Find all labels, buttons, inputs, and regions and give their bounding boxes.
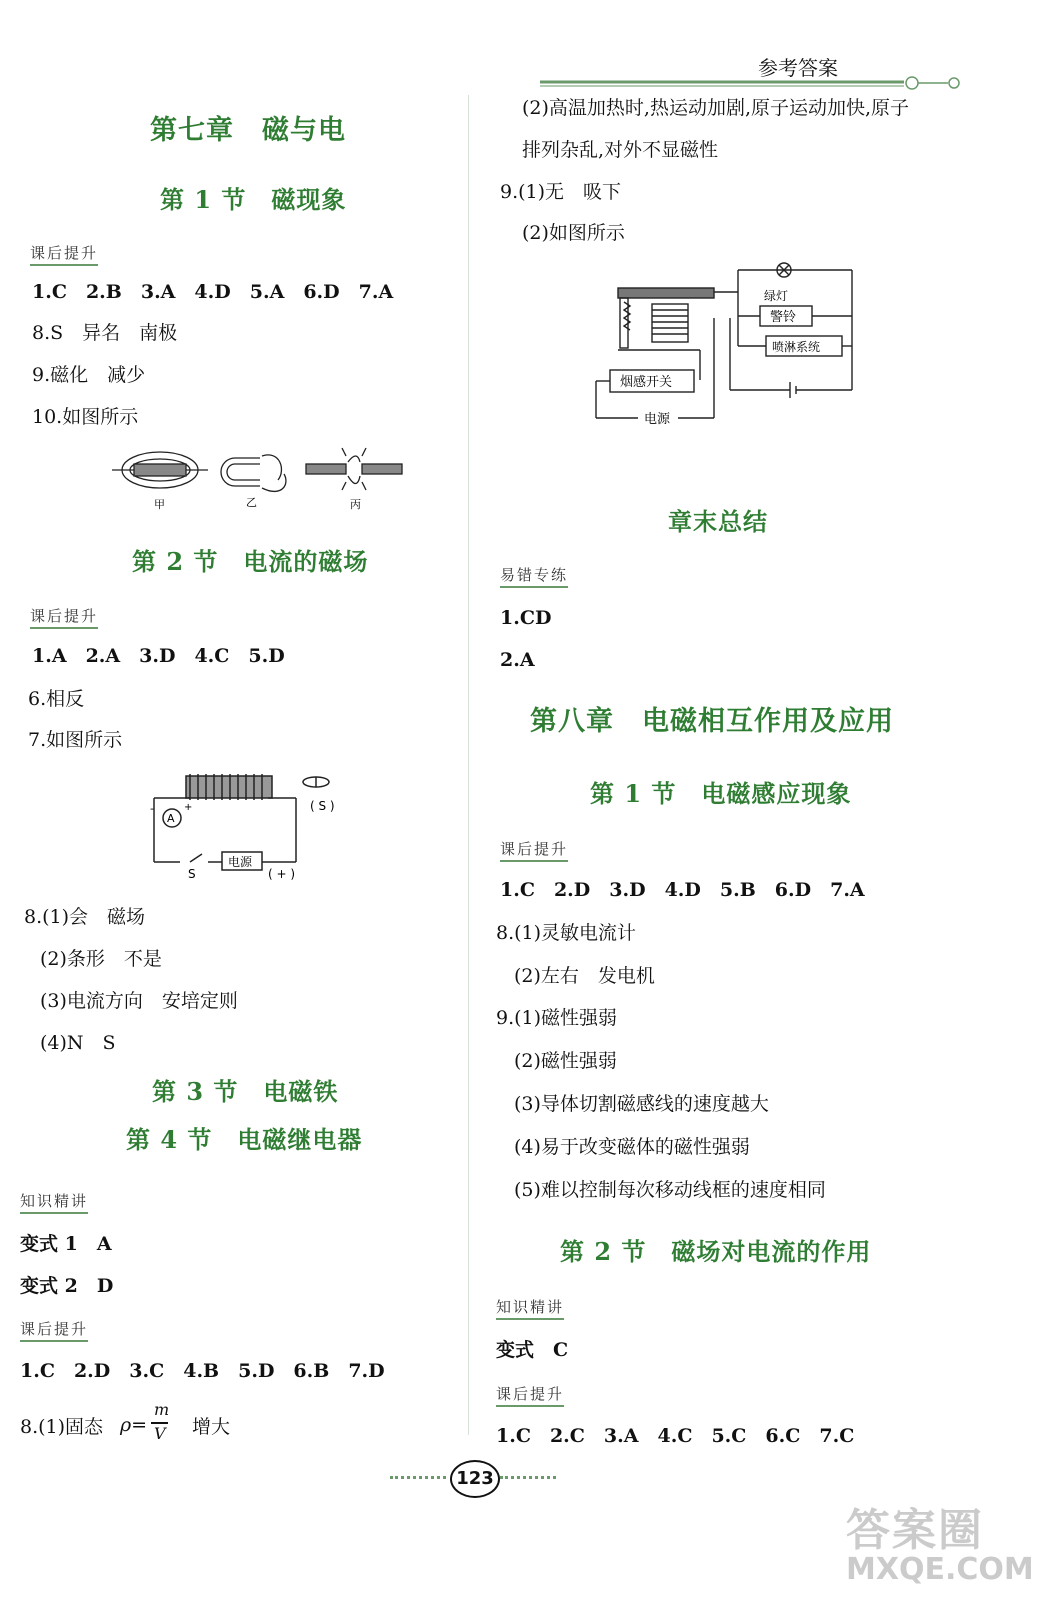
c8-s1-q8-2: (2)左右 发电机 — [514, 965, 655, 987]
summary-label: 易错专练 — [500, 566, 569, 584]
s1-q9: 9.磁化 减少 — [32, 364, 146, 386]
c8-s1-q9-5: (5)难以控制每次移动线框的速度相同 — [514, 1179, 826, 1201]
c8-s2-answers: 1.C 2.C 3.A 4.C 5.C 6.C 7.C — [496, 1425, 855, 1447]
s34-q8-suffix: 增大 — [192, 1416, 231, 1438]
s2-q8-1: 8.(1)会 磁场 — [24, 906, 146, 928]
c8-s1-label: 课后提升 — [500, 840, 569, 858]
c8-s2-label: 课后提升 — [496, 1385, 565, 1403]
minus-label: - — [150, 802, 154, 815]
c8-s1-title: 第 1 节 电磁感应现象 — [590, 779, 852, 808]
s2-q8-3: (3)电流方向 安培定则 — [40, 990, 238, 1012]
footer-left-dots — [390, 1476, 446, 1479]
chapter7-title: 第七章 磁与电 — [150, 115, 346, 146]
formula-lhs: ρ= — [120, 1414, 148, 1436]
column-divider — [468, 95, 469, 1435]
s1-q10: 10.如图所示 — [32, 406, 139, 428]
formula-numerator: m — [154, 1400, 170, 1419]
s1-q8: 8.S 异名 南极 — [32, 322, 178, 344]
formula-denominator: V — [154, 1424, 166, 1443]
r-cont2: 排列杂乱,对外不显磁性 — [522, 139, 719, 161]
s1-answers: 1.C 2.B 3.A 4.D 5.A 6.D 7.A — [32, 281, 394, 303]
ammeter-label: A — [167, 812, 175, 825]
relay-circuit-figure — [590, 256, 870, 432]
watermark — [840, 1494, 1034, 1594]
s2-q8-2: (2)条形 不是 — [40, 948, 162, 970]
footer-right-dots — [500, 1476, 556, 1479]
fig-label-yi: 乙 — [246, 496, 257, 509]
c8-s1-answers: 1.C 2.D 3.D 4.D 5.B 6.D 7.A — [500, 879, 865, 901]
fig-label-jia: 甲 — [154, 498, 165, 511]
smoke-switch-label: 烟感开关 — [620, 375, 673, 390]
plus-small-label: + — [184, 802, 193, 813]
r-q9-1: 9.(1)无 吸下 — [500, 181, 622, 203]
header-rule — [540, 76, 970, 90]
spray-label: 喷淋系统 — [772, 340, 821, 354]
chapter8-title: 第八章 电磁相互作用及应用 — [530, 706, 894, 737]
s34-knowledge-label: 知识精讲 — [20, 1192, 89, 1210]
s34-variant1: 变式 1 A — [20, 1233, 112, 1255]
header-title: 参考答案 — [758, 56, 838, 80]
s34-q8-prefix: 8.(1)固态 — [20, 1416, 104, 1438]
lamp-label: 绿灯 — [764, 289, 789, 303]
c8-s1-q9-4: (4)易于改变磁体的磁性强弱 — [514, 1136, 750, 1158]
c8-s1-q8-1: 8.(1)灵敏电流计 — [496, 922, 637, 944]
s2-title: 第 2 节 电流的磁场 — [132, 547, 369, 576]
r-q9-2: (2)如图所示 — [522, 222, 625, 244]
relay-power-label: 电源 — [644, 412, 671, 427]
s2-label: 课后提升 — [30, 607, 99, 625]
s34-answers: 1.C 2.D 3.C 4.B 5.D 6.B 7.D — [20, 1360, 385, 1382]
c8-s2-knowledge-label: 知识精讲 — [496, 1298, 565, 1316]
s1-title: 第 1 节 磁现象 — [160, 185, 347, 214]
s2-q6: 6.相反 — [28, 688, 85, 710]
s2-q7: 7.如图所示 — [28, 729, 123, 751]
c8-s1-q9-3: (3)导体切割磁感线的速度越大 — [514, 1093, 769, 1115]
watermark-top: 答案圈 — [846, 1505, 984, 1556]
c8-s2-variant: 变式 C — [496, 1339, 569, 1361]
compass-s-label: ( S ) — [310, 799, 335, 813]
switch-label: S — [188, 867, 196, 881]
r-cont1: (2)高温加热时,热运动加剧,原子运动加快,原子 — [522, 97, 910, 119]
page-footer — [390, 1460, 560, 1496]
s1-label: 课后提升 — [30, 244, 99, 262]
s2-q8-4: (4)N S — [40, 1032, 116, 1054]
s34-q8 — [20, 1400, 231, 1446]
fig-label-bing: 丙 — [350, 498, 361, 511]
c8-s1-q9-2: (2)磁性强弱 — [514, 1050, 617, 1072]
magnet-field-figure — [110, 440, 410, 512]
summary-title: 章末总结 — [668, 507, 768, 536]
c8-s1-q9-1: 9.(1)磁性强弱 — [496, 1007, 618, 1029]
summary-q1: 1.CD — [500, 607, 552, 629]
c8-s2-title: 第 2 节 磁场对电流的作用 — [560, 1237, 872, 1266]
s3-title: 第 3 节 电磁铁 — [152, 1077, 339, 1106]
bell-label: 警铃 — [770, 310, 797, 325]
s34-label: 课后提升 — [20, 1320, 89, 1338]
s4-title: 第 4 节 电磁继电器 — [126, 1125, 363, 1154]
page-header — [540, 50, 980, 90]
s2-answers: 1.A 2.A 3.D 4.C 5.D — [32, 645, 285, 667]
watermark-bottom: MXQE.COM — [846, 1552, 1034, 1587]
plus-label: ( + ) — [268, 867, 296, 881]
s34-variant2: 变式 2 D — [20, 1275, 114, 1297]
summary-q2: 2.A — [500, 649, 535, 671]
power-label: 电源 — [228, 855, 253, 869]
page-number: 123 — [450, 1460, 500, 1498]
solenoid-circuit-figure — [150, 770, 380, 885]
